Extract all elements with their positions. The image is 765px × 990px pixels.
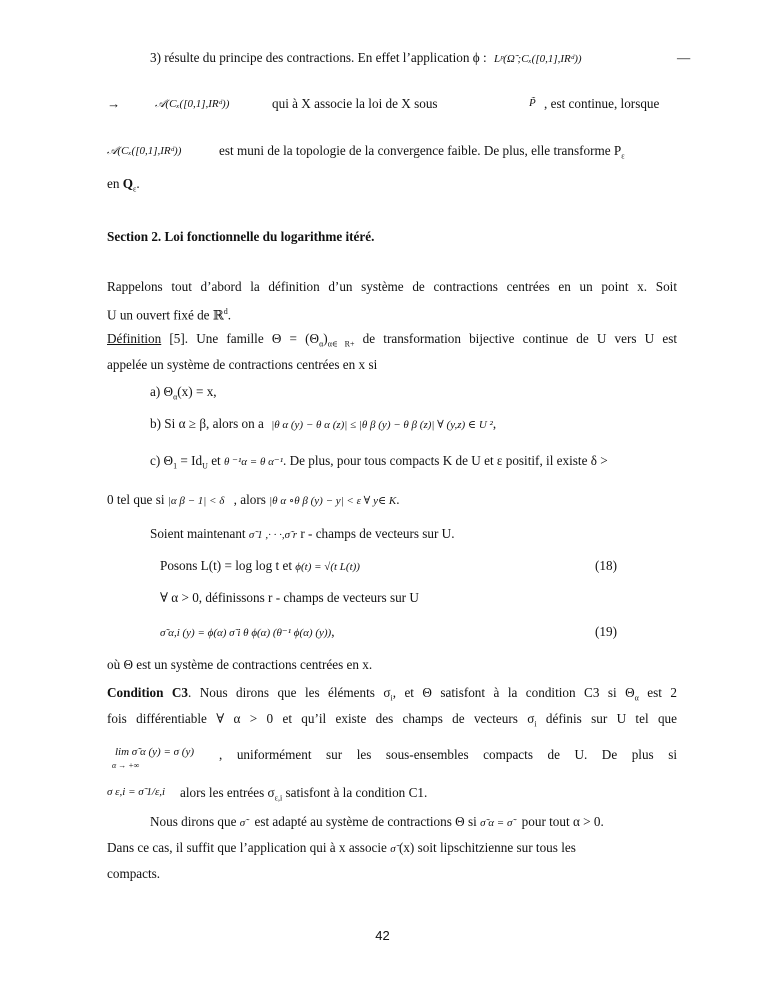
text: , <box>331 624 335 639</box>
formula: σ̃ α = σ̃ <box>480 817 513 829</box>
text: Rappelons tout d’abord la définition d’un système de contractions centrées en un point x. Soit <box>107 279 677 294</box>
formula: ϕ(t) = √(t L(t)) <box>295 561 360 573</box>
formula: |θ α (y) − θ α (z)| ≤ |θ β (y) − θ β (z)| ∀ (y,z) ∈ U ² <box>271 419 493 431</box>
text: , et Θ satisfont à la condition C3 si Θ <box>392 685 635 700</box>
text: . De plus, pour tous compacts K de U et ε positif, il existe δ > <box>283 453 608 468</box>
text: en <box>107 176 123 191</box>
formula: σ̃ <box>239 817 246 829</box>
arrow: → <box>107 96 121 111</box>
subscript: i <box>534 719 537 729</box>
text: . <box>136 176 140 191</box>
line-25 <box>107 866 160 882</box>
line-13 <box>107 492 399 509</box>
formula: |θ α ∘θ β (y) − y| < ε ∀ y∈ K <box>269 495 397 507</box>
text: 0 tel que si <box>107 492 165 507</box>
section-title: Section 2. Loi fonctionnelle du logarithme itéré. <box>107 229 375 244</box>
text: est muni de la topologie de la convergence faible. De plus, elle transforme P <box>219 143 622 158</box>
subscript: α <box>173 392 178 402</box>
section-heading <box>107 229 374 245</box>
subscript: ε,i <box>274 793 283 803</box>
text: Dans ce cas, il suffit que l’application qui à x associe <box>107 840 387 855</box>
em-dash: — <box>677 50 691 65</box>
line-14 <box>150 526 455 543</box>
formula: |α β − 1| < δ <box>167 495 225 507</box>
formula: σ̃ α,i (y) = ϕ(α) σ̃ i θ ϕ(α) (θ⁻¹ ϕ(α) (y)) <box>160 627 332 639</box>
formula: 𝒜(Cₓ([0,1],IRᵈ)) <box>155 98 230 110</box>
text: 3) résulte du principe des contractions. En effet l’application <box>150 50 473 65</box>
text: Soient maintenant <box>150 526 246 541</box>
line-4 <box>107 176 140 198</box>
equation-number: (19) <box>595 624 617 639</box>
formula: P̃ <box>529 97 536 109</box>
item-a <box>150 384 217 406</box>
subscript: U <box>202 461 208 471</box>
line-21 <box>219 747 677 763</box>
line-1 <box>150 50 582 67</box>
text: , <box>492 416 497 431</box>
line-23 <box>150 814 604 831</box>
text: fois différentiable ∀ α > 0 et qu’il existe des champs de vecteurs σ <box>107 711 535 726</box>
limit-subscript: α → +∞ <box>112 761 140 770</box>
subscript: ε <box>621 151 625 161</box>
text: r - champs de vecteurs sur U. <box>300 526 455 541</box>
formula: σ̃ <box>390 843 396 855</box>
line-20 <box>107 711 677 733</box>
text: est adapté au système de contractions Θ si <box>254 814 477 829</box>
formula: lim σ̃ α (y) = σ (y) <box>115 746 195 758</box>
text <box>219 143 625 165</box>
text: (x) = x, <box>177 384 217 399</box>
text: Nous dirons que <box>150 814 237 829</box>
text: ) <box>323 331 328 346</box>
text: , uniformément sur les sous-ensembles compacts de U. De plus si <box>219 747 677 762</box>
superscript: d <box>223 307 228 316</box>
text: de transformation bijective continue de U vers U est <box>354 331 677 346</box>
subscript: 1 <box>173 461 178 471</box>
text: , est continue, lorsque <box>544 96 660 111</box>
text: . <box>227 307 232 323</box>
bold-q: Q <box>122 176 134 191</box>
text: compacts. <box>107 866 161 881</box>
text: ∀ α > 0, définissons r - champs de vecteurs sur U <box>160 590 419 605</box>
text: [5]. Une famille Θ = (Θ <box>161 331 320 346</box>
text: est 2 <box>638 685 677 700</box>
line-22 <box>180 785 427 807</box>
line-7 <box>107 304 231 323</box>
line-24 <box>107 840 576 857</box>
definition-label: Définition <box>107 331 162 346</box>
line-15 <box>160 558 360 575</box>
text: b) Si α ≥ β, alors on a <box>150 416 264 431</box>
equation-number: (18) <box>595 558 617 573</box>
formula: σ ε,i = σ̃ 1/ε,i <box>107 786 166 798</box>
text: pour tout α > 0. <box>521 814 604 829</box>
formula: 𝒜(Cₓ([0,1],IRᵈ)) <box>107 145 182 157</box>
text: a) Θ <box>150 384 174 399</box>
subscript: α <box>319 339 324 349</box>
text: . <box>396 492 400 507</box>
text: (x) soit lipschitzienne sur tous les <box>398 840 576 855</box>
text: Posons L(t) = log log t et <box>160 558 292 573</box>
text: définis sur U tel que <box>536 711 677 726</box>
formula: σ̃ 1 ,· · ·,σ̃ r <box>248 529 298 541</box>
text: où Θ est un système de contractions centrées en x. <box>107 657 373 672</box>
text: U un ouvert fixé de ℝ <box>107 307 224 323</box>
condition-label: Condition C3 <box>107 685 188 700</box>
line-19 <box>107 685 677 707</box>
line-6 <box>107 279 677 295</box>
text: appelée un système de contractions centrées en x si <box>107 357 378 372</box>
text: , alors <box>233 492 266 507</box>
line-18 <box>107 657 372 673</box>
phi-symbol: ϕ : <box>472 50 487 65</box>
subscript: i <box>390 693 393 703</box>
text: = Id <box>177 453 203 468</box>
formula: θ ⁻¹α = θ α⁻¹ <box>224 456 284 468</box>
subscript: α <box>634 693 639 703</box>
line-16 <box>160 590 419 606</box>
text: et <box>207 453 221 468</box>
subscript: α∈ R+ <box>327 339 355 349</box>
text: alors les entrées σ <box>180 785 275 800</box>
line-9 <box>107 357 377 373</box>
subscript: ε <box>133 184 137 194</box>
text: . Nous dirons que les éléments σ <box>188 685 391 700</box>
text: c) Θ <box>150 453 174 468</box>
item-c <box>150 453 608 475</box>
text: qui à X associe la loi de X sous <box>272 96 438 111</box>
item-b <box>150 416 496 433</box>
page-number: 42 <box>375 928 390 943</box>
formula: Lᵖ(Ω̃ ;Cₓ([0,1],IRᵈ)) <box>493 53 582 65</box>
line-17 <box>160 624 335 641</box>
line-8 <box>107 331 677 353</box>
text: satisfont à la condition C1. <box>282 785 428 800</box>
